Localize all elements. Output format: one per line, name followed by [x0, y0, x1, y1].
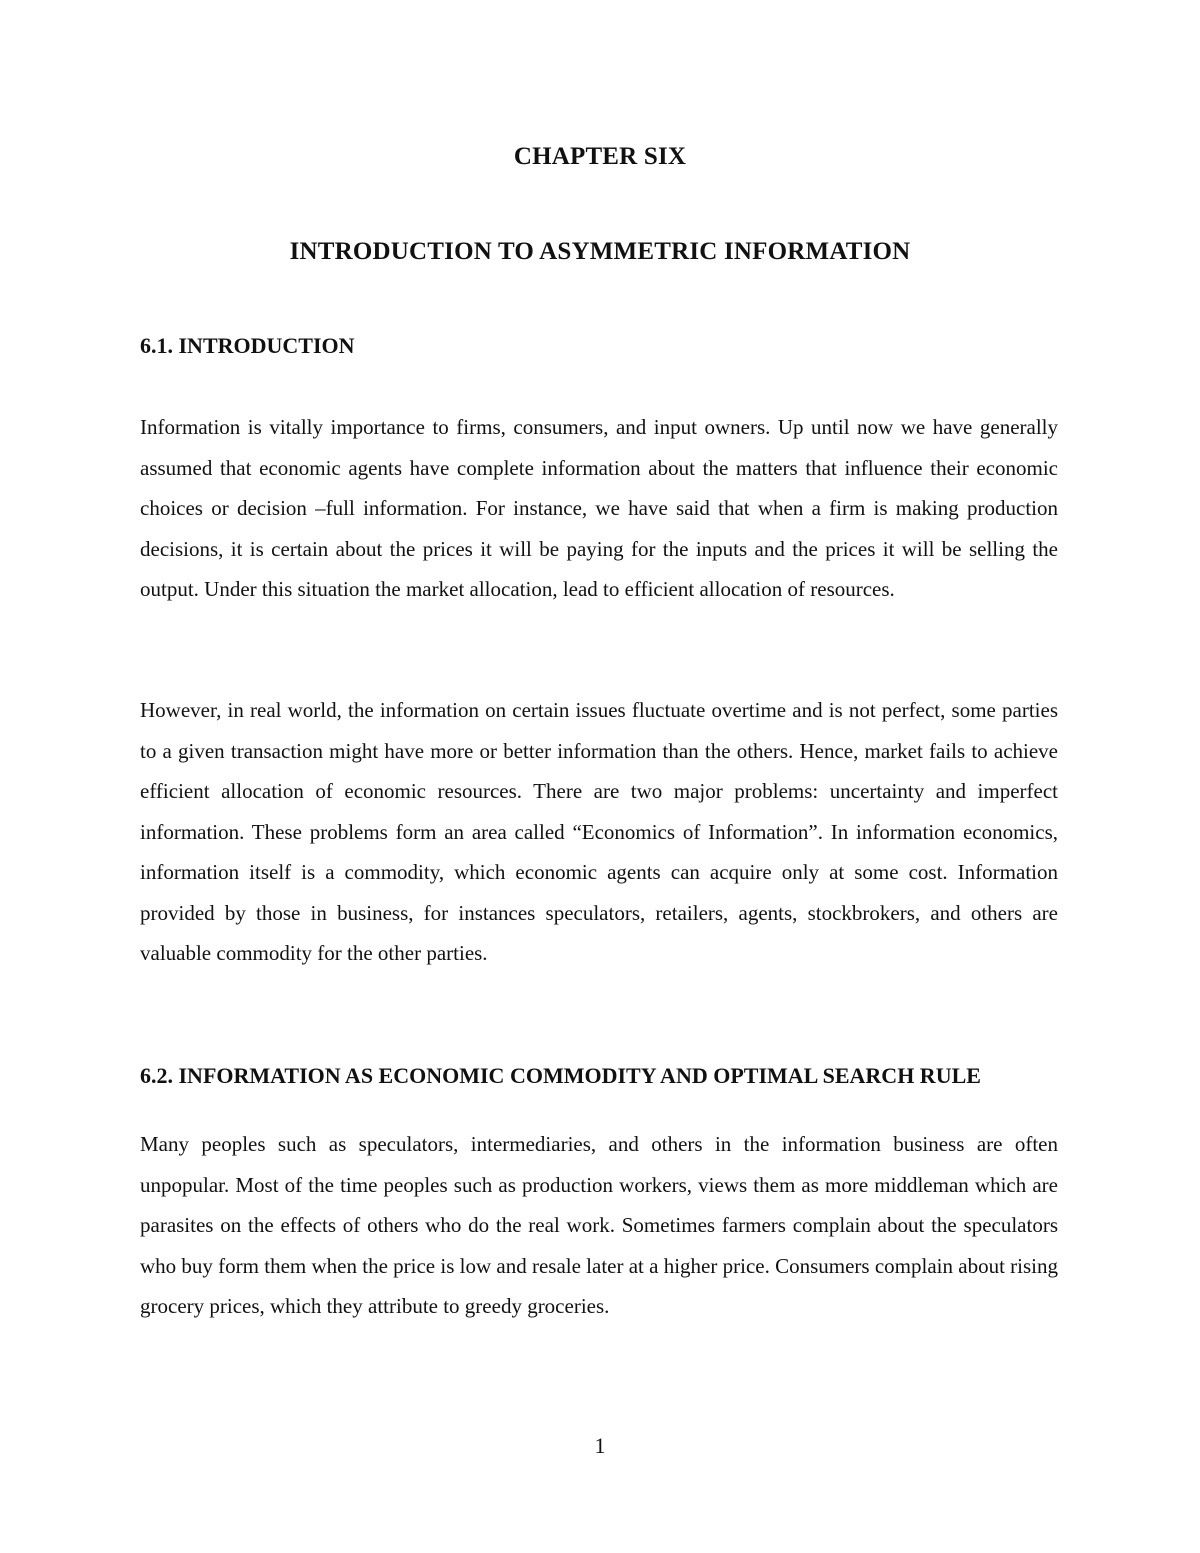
page-number: 1 — [594, 1433, 606, 1458]
section-heading-introduction: 6.1. INTRODUCTION — [140, 333, 355, 358]
chapter-title: CHAPTER SIX — [513, 143, 687, 170]
paragraph: Information is vitally importance to firms, consumers, and input owners. Up until now we have generally assumed that economic agents have complete information about the matters that influence their economic choices or decision –full information. For instance, we have said that when a firm is making production decisions, it is certain about the prices it will be paying for the inputs and the prices it will be selling the output. Under this situation the market allocation, lead to efficient allocation of resources. — [140, 415, 1058, 601]
paragraph: Many peoples such as speculators, intermediaries, and others in the information business are often unpopular. Most of the time peoples such as production workers, views them as more middleman which are parasites on the effects of others who do the real work. Sometimes farmers complain about the speculators who buy form them when the price is low and resale later at a higher price. Consumers complain about rising grocery prices, which they attribute to greedy groceries. — [140, 1132, 1058, 1318]
chapter-subtitle: INTRODUCTION TO ASYMMETRIC INFORMATION — [289, 238, 911, 265]
section-heading-information-commodity: 6.2. INFORMATION AS ECONOMIC COMMODITY AND OPTIMAL SEARCH RULE — [140, 1063, 981, 1088]
paragraph: However, in real world, the information on certain issues fluctuate overtime and is not perfect, some parties to a given transaction might have more or better information than the others. Hence, market fails to achieve efficient allocation of economic resources. There are two major problems: uncertainty and imperfect information. These problems form an area called “Economics of Information”. In information economics, information itself is a commodity, which economic agents can acquire only at some cost. Information provided by those in business, for instances speculators, retailers, agents, stockbrokers, and others are valuable commodity for the other parties. — [140, 698, 1058, 965]
